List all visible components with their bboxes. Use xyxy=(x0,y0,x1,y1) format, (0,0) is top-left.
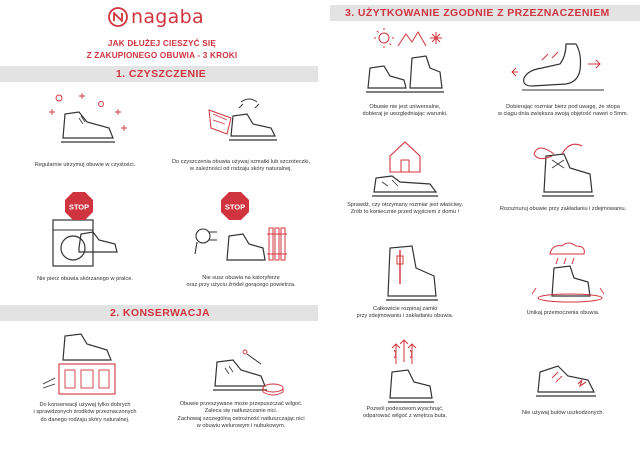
caption-line: Regularnie utrzymuj obuwie w czystości. xyxy=(34,162,136,168)
usage-caption-6 xyxy=(486,310,640,317)
section-2-number: 2. xyxy=(110,307,120,319)
caption-line: Do konserwacji używaj tylko dobrych xyxy=(39,402,131,408)
stop-sign-label: STOP xyxy=(224,202,246,212)
rain-puddle-shoe-icon xyxy=(508,238,618,304)
caption-line: Zachowaj szczególną ostrożność natłuszczając nici xyxy=(177,415,305,422)
untie-laces-icon xyxy=(508,134,618,200)
conservation-caption-2 xyxy=(158,401,324,431)
cleaning-caption-4 xyxy=(158,275,324,290)
caption-line: Zaleca się natłuszczanie nici. xyxy=(204,408,278,415)
shoe-care-products-icon xyxy=(35,326,135,398)
caption-line: do danego rodzaju skóry naturalnej. xyxy=(40,416,130,423)
caption-line: dobieraj je uwzględniając warunki. xyxy=(362,111,448,118)
usage-step-7 xyxy=(330,336,480,421)
caption-line: Obuwie przeszywane może przepuszczać wilgoć. xyxy=(179,401,303,407)
caption-line: w ciągu dnia zwiększa swoją objętość nawet o 5mm. xyxy=(497,111,629,118)
intro-line-1: JAK DŁUŻEJ CIESZYĆ SIĘ xyxy=(107,39,217,48)
usage-caption-2 xyxy=(486,104,640,119)
caption-line: Unikaj przemoczenia obuwia. xyxy=(526,310,600,316)
weather-shoes-icon xyxy=(350,24,460,100)
caption-line: Obuwie nie jest uniwersalne, xyxy=(369,104,441,110)
cleaning-step-3 xyxy=(10,190,160,283)
usage-caption-3 xyxy=(330,202,480,217)
section-1-label: CZYSZCZENIE xyxy=(128,68,207,80)
caption-line: odparować wilgoć z wnętrza buta. xyxy=(363,413,447,420)
caption-line: przy zdejmowaniu i zakładaniu obuwia. xyxy=(356,313,454,320)
caption-line: Pozwól podeszwom wyschnąć, xyxy=(366,406,444,412)
caption-line: Dobierając rozmiar bierz pod uwagę, że stopa xyxy=(506,104,620,110)
cloth-wiping-shoe-icon xyxy=(191,88,291,158)
caption-line: Rozsznuruj obuwie przy zakładaniu i zdejmowaniu. xyxy=(499,206,627,212)
caption-line: Nie susz obuwia na kaloryferze xyxy=(202,275,280,281)
cleaning-step-4 xyxy=(158,190,324,290)
brand-name: nagaba xyxy=(131,6,204,28)
caption-line: Nie pierz obuwia skórzanego w pralce. xyxy=(37,276,133,282)
caption-line: w obuwiu welurowym i nubukowym. xyxy=(196,423,286,430)
cleaning-step-1 xyxy=(10,88,160,169)
intro-heading xyxy=(52,38,272,61)
caption-line: Sprawdź, czy otrzymany rozmiar jest właściwy. xyxy=(347,202,463,208)
caption-line: Zrób to koniecznie przed wyjściem z domu ! xyxy=(350,209,460,216)
usage-step-4 xyxy=(486,134,640,213)
section-2-label: KONSERWACJA xyxy=(122,307,210,319)
conservation-step-1 xyxy=(10,326,160,424)
conservation-caption-1 xyxy=(10,402,160,424)
washing-machine-stop-icon xyxy=(35,190,135,272)
caption-line: Całkowicie rozpinaj zamki xyxy=(372,306,438,312)
caption-line: Do czyszczenia obuwia używaj szmatki lub szczoteczki, xyxy=(171,159,311,165)
drying-shoe-icon xyxy=(350,336,460,404)
shoe-impregnation-icon xyxy=(191,326,291,398)
caption-line: Nie używaj butów uszkodzonych. xyxy=(521,410,605,416)
dryer-radiator-stop-icon xyxy=(191,190,291,272)
house-shoe-fit-icon xyxy=(350,134,460,200)
usage-step-2 xyxy=(486,24,640,119)
intro-line-2: Z ZAKUPIONEGO OBUWIA - 3 KROKI xyxy=(86,50,238,60)
section-2-title xyxy=(110,307,210,319)
section-3-title xyxy=(345,7,610,19)
cleaning-step-2 xyxy=(158,88,324,174)
caption-line: i sprawdzonych środków przeznaczonych xyxy=(33,409,137,416)
usage-step-6 xyxy=(486,238,640,317)
brand-logo xyxy=(108,6,204,28)
usage-caption-1 xyxy=(330,104,480,119)
usage-step-5 xyxy=(330,238,480,321)
damaged-shoe-icon xyxy=(508,336,618,404)
cleaning-caption-3 xyxy=(10,276,160,283)
shoe-sparkle-icon xyxy=(35,88,135,158)
usage-caption-7 xyxy=(330,406,480,421)
conservation-step-2 xyxy=(158,326,324,431)
usage-caption-5 xyxy=(330,306,480,321)
section-3-number: 3. xyxy=(345,7,355,19)
usage-step-1 xyxy=(330,24,480,119)
cleaning-caption-2 xyxy=(158,159,324,174)
section-1-number: 1. xyxy=(116,68,126,80)
cleaning-caption-1 xyxy=(10,162,160,169)
usage-step-8 xyxy=(486,336,640,417)
caption-line: oraz przy użyciu źródeł gorącego powietrza. xyxy=(186,282,296,289)
usage-caption-8 xyxy=(486,410,640,417)
usage-step-3 xyxy=(330,134,480,217)
section-1-title xyxy=(116,68,206,80)
nagaba-logo-icon xyxy=(108,7,128,27)
section-3-label: UŻYTKOWANIE ZGODNIE Z PRZEZNACZENIEM xyxy=(357,7,610,19)
caption-line: w zależności od rodzaju skóry naturalnej. xyxy=(190,166,292,173)
open-zipper-icon xyxy=(350,238,460,304)
usage-caption-4 xyxy=(486,206,640,213)
swollen-foot-icon xyxy=(508,24,618,100)
stop-sign-label: STOP xyxy=(68,202,90,212)
